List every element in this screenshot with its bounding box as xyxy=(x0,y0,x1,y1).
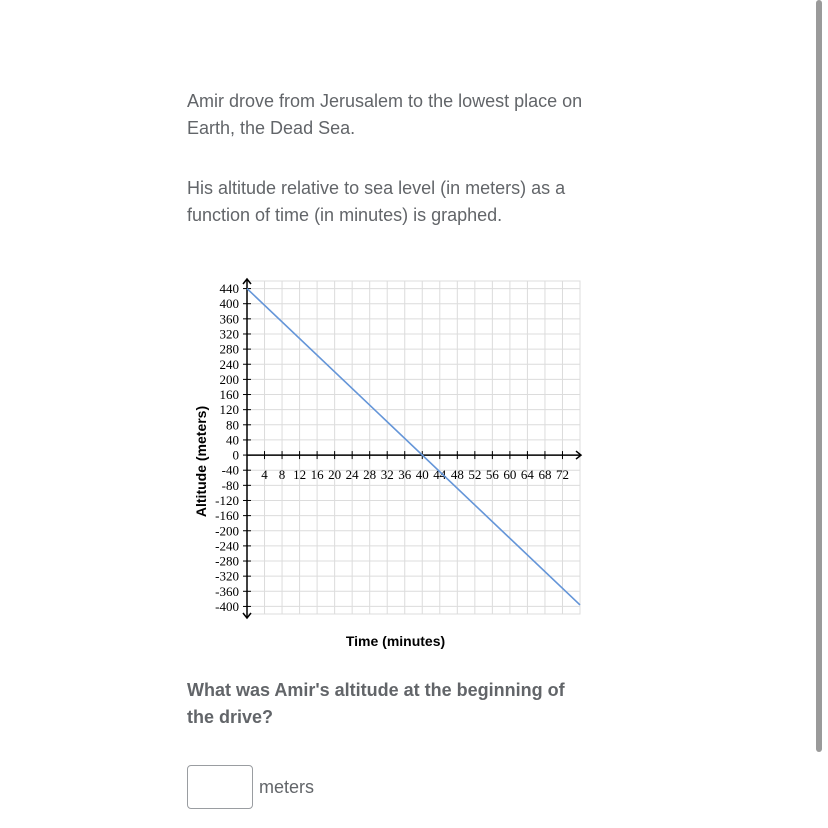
y-tick-label: -120 xyxy=(215,492,239,508)
x-tick-label: 16 xyxy=(310,467,324,483)
x-tick-label: 8 xyxy=(278,467,286,483)
y-tick-label: 400 xyxy=(219,296,239,312)
answer-input[interactable] xyxy=(187,765,253,809)
x-tick-label: 24 xyxy=(345,467,359,483)
y-tick-label: 40 xyxy=(226,432,239,448)
y-tick-label: -240 xyxy=(215,538,239,554)
y-tick-label: -360 xyxy=(215,583,239,599)
y-tick-label: 440 xyxy=(219,281,239,297)
x-tick-label: 32 xyxy=(380,467,394,483)
x-tick-label: 72 xyxy=(555,467,569,483)
y-tick-label: -280 xyxy=(215,553,239,569)
y-tick-label: -400 xyxy=(215,598,239,614)
problem-paragraph-2: His altitude relative to sea level (in meters) as a function of time (in minutes) is graphed. xyxy=(187,178,566,225)
y-tick-label: 80 xyxy=(226,417,239,433)
y-tick-label: 360 xyxy=(219,311,239,327)
x-tick-label: 40 xyxy=(415,467,429,483)
x-tick-label: 52 xyxy=(468,467,482,483)
series-line-altitude xyxy=(247,289,580,605)
y-axis-label: Altitude (meters) xyxy=(193,405,209,518)
x-tick-label: 48 xyxy=(450,467,464,483)
problem-paragraph-1: Amir drove from Jerusalem to the lowest place on Earth, the Dead Sea. xyxy=(187,91,583,138)
x-tick-label: 12 xyxy=(293,467,307,483)
x-axis-label: Time (minutes) xyxy=(345,633,446,649)
x-tick-label: 4 xyxy=(261,467,268,483)
y-tick-label: -320 xyxy=(215,568,239,584)
y-tick-label: 240 xyxy=(219,356,239,372)
y-tick-label: -40 xyxy=(221,462,239,478)
y-tick-label: 280 xyxy=(219,341,239,357)
x-tick-label: 68 xyxy=(538,467,552,483)
y-tick-label: 320 xyxy=(219,326,239,342)
x-tick-label: 64 xyxy=(520,467,534,483)
altitude-chart xyxy=(190,270,590,650)
y-tick-label: -160 xyxy=(215,508,239,524)
y-tick-label: 120 xyxy=(219,402,239,418)
y-tick-label: -80 xyxy=(221,477,239,493)
y-tick-label: 0 xyxy=(232,447,239,463)
problem-content xyxy=(187,88,607,229)
y-tick-label: -200 xyxy=(215,523,239,539)
x-tick-label: 36 xyxy=(398,467,412,483)
y-tick-label: 160 xyxy=(219,387,239,403)
x-tick-label: 60 xyxy=(503,467,517,483)
answer-unit: meters xyxy=(259,776,315,797)
x-tick-label: 56 xyxy=(485,467,499,483)
scrollbar[interactable] xyxy=(816,0,822,752)
x-tick-label: 44 xyxy=(433,467,447,483)
question-text: What was Amir's altitude at the beginning of the drive? xyxy=(187,680,565,727)
y-tick-label: 200 xyxy=(219,371,239,387)
x-tick-label: 28 xyxy=(363,467,377,483)
x-tick-label: 20 xyxy=(328,467,342,483)
answer-row xyxy=(187,765,314,809)
